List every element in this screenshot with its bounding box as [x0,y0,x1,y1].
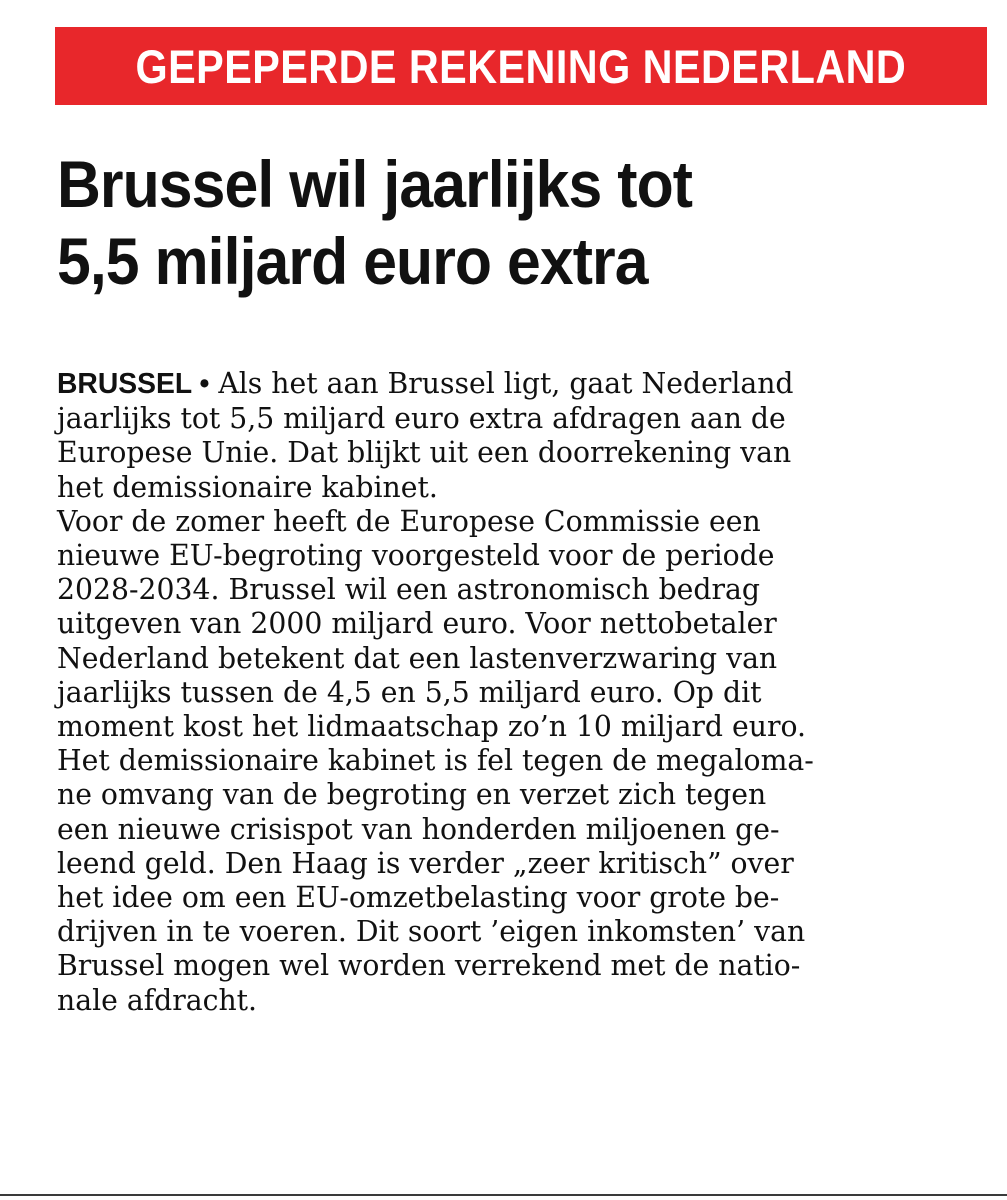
article-line: jaarlijks tussen de 4,5 en 5,5 miljard euro. Op dit [57,674,762,709]
article-line: Brussel mogen wel worden verrekend met de natio- [57,948,801,983]
article-line: het idee om een EU-omzetbelasting voor grote be- [57,880,780,915]
article-body [57,366,992,1017]
bottom-divider [0,1194,1007,1196]
dateline: BRUSSEL • [57,368,210,400]
article-line: drijven in te voeren. Dit soort ’eigen inkomsten’ van [57,914,806,949]
section-banner [55,27,987,105]
article-line: nale afdracht. [57,982,258,1017]
article-line: nieuwe EU-begroting voorgesteld voor de periode [57,538,775,573]
section-banner-label: GEPEPERDE REKENING NEDERLAND [135,39,907,93]
article-first-line [57,366,969,401]
article-line: ne omvang van de begroting en verzet zich tegen [57,777,767,812]
headline [57,146,987,300]
article-line: het demissionaire kabinet. [57,469,438,504]
article-line: Voor de zomer heeft de Europese Commissie een [57,503,761,538]
article-line: Nederland betekent dat een lastenverzwaring van [57,640,778,675]
article-line: moment kost het lidmaatschap zo’n 10 miljard euro. [57,709,806,744]
headline-line: Brussel wil jaarlijks tot [57,147,693,221]
article-line: uitgeven van 2000 miljard euro. Voor nettobetaler [57,606,777,641]
headline-line: 5,5 miljard euro extra [57,224,648,298]
article-line: een nieuwe crisispot van honderden miljoenen ge- [57,811,780,846]
article-line: jaarlijks tot 5,5 miljard euro extra afdragen aan de [57,401,786,436]
article-line: Europese Unie. Dat blijkt uit een doorrekening van [57,435,792,470]
article-line: Het demissionaire kabinet is fel tegen de megaloma- [57,743,814,778]
article-line: Als het aan Brussel ligt, gaat Nederland [209,366,794,400]
article-line: 2028-2034. Brussel wil een astronomisch bedrag [57,572,760,607]
article-line: leend geld. Den Haag is verder „zeer kritisch” over [57,845,794,880]
